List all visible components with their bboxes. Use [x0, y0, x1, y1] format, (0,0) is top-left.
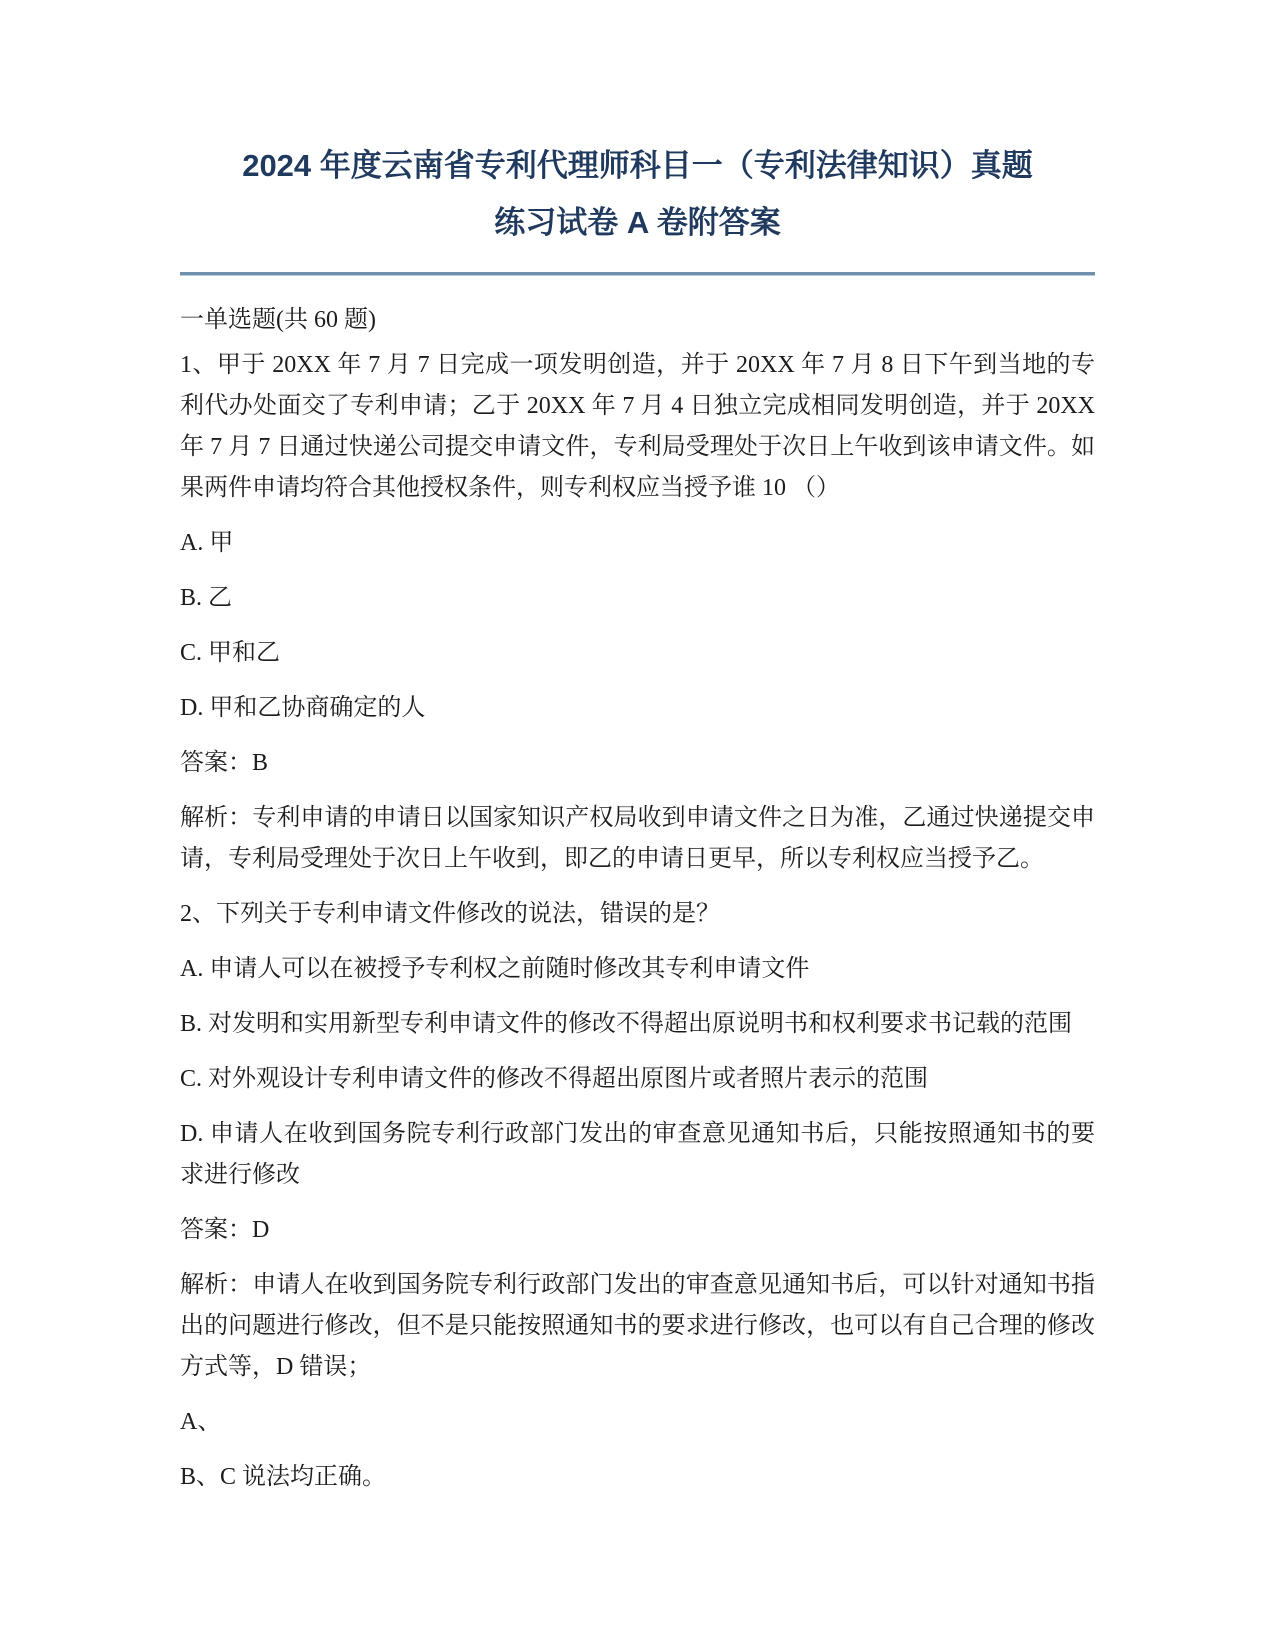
title-line-1: 2024 年度云南省专利代理师科目一（专利法律知识）真题 — [242, 148, 1033, 183]
question-2-text: 2、下列关于专利申请文件修改的说法，错误的是？ — [180, 901, 720, 927]
document-title — [180, 137, 1095, 275]
question-2-option-d: D. 申请人在收到国务院专利行政部门发出的审查意见通知书后，只能按照通知书的要求进行修改 — [180, 1121, 1095, 1188]
question-1-answer: 答案：B — [180, 750, 269, 776]
section-heading: 一单选题(共 60 题) — [180, 307, 376, 333]
title-line-2: 练习试卷 A 卷附答案 — [494, 205, 781, 240]
question-1-explanation: 解析：专利申请的申请日以国家知识产权局收到申请文件之日为准，乙通过快递提交申请，专利局受理处于次日上午收到，即乙的申请日更早，所以专利权应当授予乙。 — [180, 805, 1095, 872]
question-2-option-b: B. 对发明和实用新型专利申请文件的修改不得超出原说明书和权利要求书记载的范围 — [180, 1011, 1073, 1037]
question-2-option-c: C. 对外观设计专利申请文件的修改不得超出原图片或者照片表示的范围 — [180, 1066, 929, 1092]
question-2-explanation-extra-2: B、C 说法均正确。 — [180, 1464, 387, 1490]
question-1-option-c: C. 甲和乙 — [180, 640, 281, 666]
question-2-explanation-extra-1: A、 — [180, 1409, 222, 1435]
question-1-text: 1、甲于 20XX 年 7 月 7 日完成一项发明创造，并于 20XX 年 7 月 8 日下午到当地的专利代办处面交了专利申请；乙于 20XX 年 7 月 4 日独立完成相同发明创造，并于 20XX 年 7 月 7 日通过快递公司提交申请文件，专利局受理处于次日上午收到该申请文件。如果两件申请均符合其他授权条件，则专利权应当授予谁 10 （） — [180, 352, 1095, 501]
question-2-option-a: A. 申请人可以在被授予专利权之前随时修改其专利申请文件 — [180, 956, 810, 982]
question-2-answer: 答案：D — [180, 1217, 270, 1243]
question-block-1 — [180, 345, 1095, 880]
question-2-explanation: 解析：申请人在收到国务院专利行政部门发出的审查意见通知书后，可以针对通知书指出的问题进行修改，但不是只能按照通知书的要求进行修改，也可以有自己合理的修改方式等，D 错误； — [180, 1272, 1095, 1380]
question-block-2 — [180, 894, 1095, 1498]
question-1-option-a: A. 甲 — [180, 530, 234, 556]
question-1-option-b: B. 乙 — [180, 585, 233, 611]
question-1-option-d: D. 甲和乙协商确定的人 — [180, 695, 426, 721]
